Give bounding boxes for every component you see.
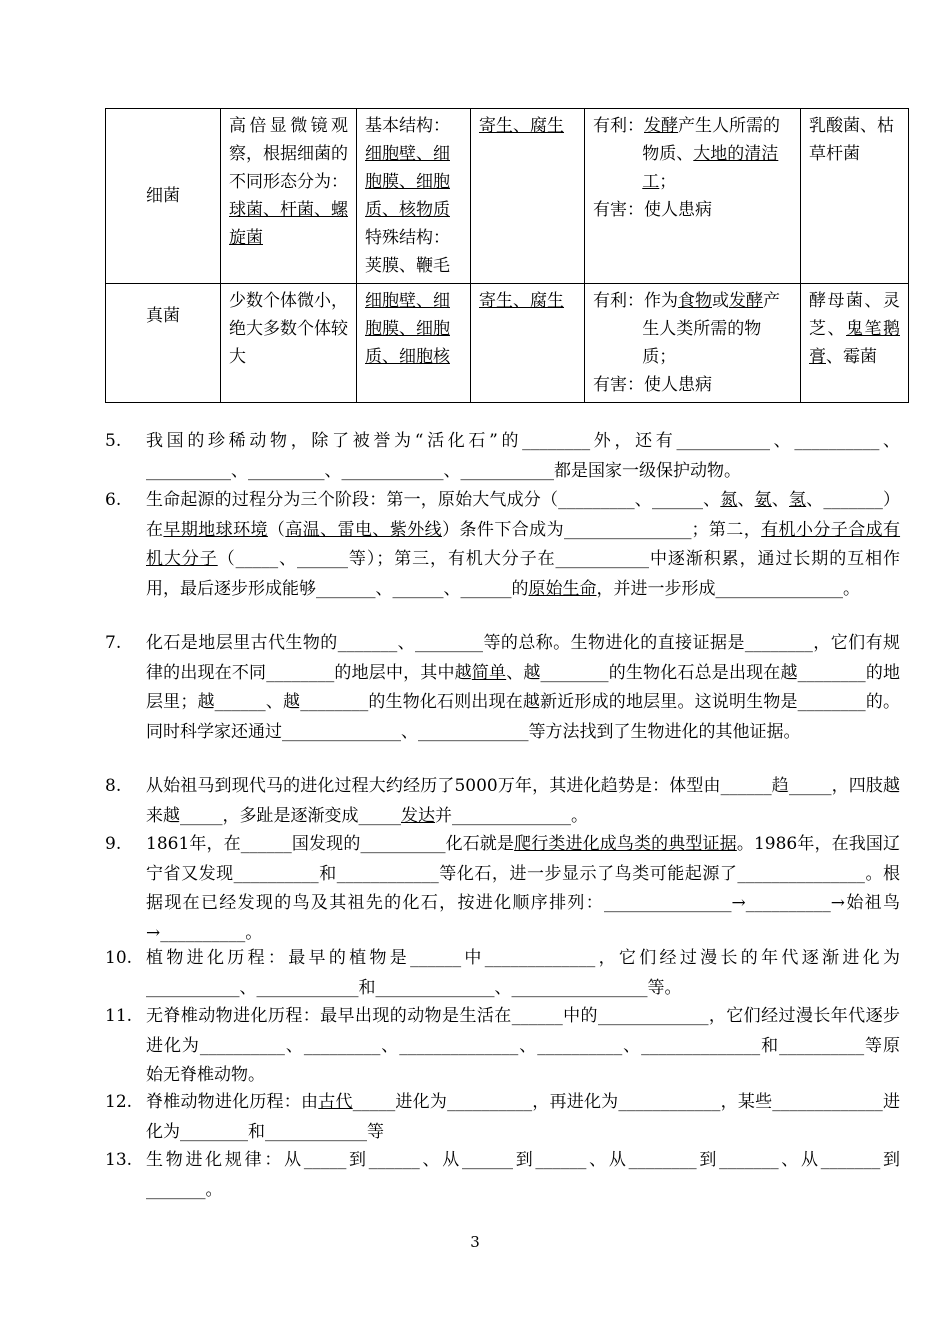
- question-9: [105, 830, 900, 948]
- question-6: [105, 486, 900, 604]
- question-7: [105, 629, 900, 747]
- question-text: 脊椎动物进化历程：由古代_____进化为__________，再进化为____________，某些_____________进化为________和____________等: [146, 1092, 901, 1142]
- question-text: 生物进化规律：从_____到______、从______到______、从________到_______、从_______到_______。: [146, 1150, 900, 1200]
- question-number: 11.: [105, 1006, 133, 1026]
- question-number: 13.: [105, 1150, 133, 1170]
- page-number: 3: [470, 1233, 480, 1251]
- microbe-table: [105, 108, 909, 403]
- question-number: 6.: [105, 490, 122, 510]
- structure-cell: 细胞壁、细胞膜、细胞质、细胞核: [357, 284, 471, 403]
- question-text: 生命起源的过程分为三个阶段：第一，原始大气成分（_________、______、氮、氨、氢、_______）在早期地球环境（高温、雷电、紫外线）条件下合成为_______________；第二，有机小分子合成有机大分子（_____、______等）；第三，有机大分子在___________中逐渐积累，通过长期的互相作用，最后逐步形成能够_______、______、______的原始生命，并进一步形成_______________。: [146, 490, 901, 599]
- examples-cell: 乳酸菌、枯草杆菌: [801, 109, 909, 284]
- impact-cell: [585, 109, 801, 284]
- question-text: 无脊椎动物进化历程：最早出现的动物是生活在______中的_____________，它们经过漫长年代逐步进化为__________、_________、______________、__________、______________和__________等原始无脊椎动物。: [146, 1006, 900, 1086]
- row-name: 细菌: [106, 109, 221, 284]
- feature-cell: 少数个体微小，绝大多数个体较大: [221, 284, 357, 403]
- nutrition-cell: 寄生、腐生: [471, 284, 585, 403]
- question-number: 12.: [105, 1092, 133, 1112]
- harm-text: 有害：使人患病: [593, 200, 712, 220]
- impact-cell: [585, 284, 801, 403]
- question-13: [105, 1146, 900, 1205]
- question-number: 7.: [105, 633, 122, 653]
- table-row: [106, 109, 909, 284]
- examples-cell: 酵母菌、灵芝、鬼笔鹅膏、霉菌: [801, 284, 909, 403]
- benefit-text: 有利：作为食物或发酵产生人类所需的物质；: [593, 291, 780, 367]
- question-number: 10.: [105, 948, 133, 968]
- question-text: 从始祖马到现代马的进化过程大约经历了5000万年，其进化趋势是：体型由______趋_____，四肢越来越_____，多趾是逐渐变成_____发达并______________。: [146, 776, 900, 826]
- row-name: 真菌: [106, 284, 221, 403]
- question-5: [105, 427, 900, 486]
- question-text: 植物进化历程：最早的植物是______中_____________，它们经过漫长的年代逐渐进化为___________、____________和______________、________________等。: [146, 948, 900, 998]
- question-number: 8.: [105, 776, 122, 796]
- table-row: [106, 284, 909, 403]
- harm-text: 有害：使人患病: [593, 375, 712, 395]
- question-11: [105, 1002, 900, 1091]
- question-text: 1861年，在______国发现的__________化石就是爬行类进化成鸟类的典型证据。1986年，在我国辽宁省又发现__________和____________等化石，进一步显示了鸟类可能起源了_______________。根据现在已经发现的鸟及其祖先的化石，按进化顺序排列：_______________→__________→始祖鸟→__________。: [146, 834, 901, 943]
- question-12: [105, 1088, 900, 1147]
- nutrition-cell: 寄生、腐生: [471, 109, 585, 284]
- question-10: [105, 944, 900, 1003]
- question-text: 化石是地层里古代生物的_______、________等的总称。生物进化的直接证据是________，它们有规律的出现在不同________的地层中，其中越简单、越________的生物化石总是出现在越________的地层里；越______、越________的生物化石则出现在越新近形成的地层里。这说明生物是________的。同时科学家还通过______________、_____________等方法找到了生物进化的其他证据。: [146, 633, 901, 742]
- question-number: 5.: [105, 431, 122, 451]
- benefit-text: 有利：发酵产生人所需的物质、大地的清洁工；: [593, 116, 780, 192]
- question-text: 我国的珍稀动物，除了被誉为“活化石”的________外，还有___________、__________、__________、_________、____________、___________都是国家一级保护动物。: [146, 431, 900, 481]
- feature-cell: 高倍显微镜观察，根据细菌的不同形态分为：球菌、杆菌、螺旋菌: [221, 109, 357, 284]
- question-number: 9.: [105, 834, 122, 854]
- question-8: [105, 772, 900, 831]
- structure-cell: 基本结构：细胞壁、细胞膜、细胞质、核物质 特殊结构：荚膜、鞭毛: [357, 109, 471, 284]
